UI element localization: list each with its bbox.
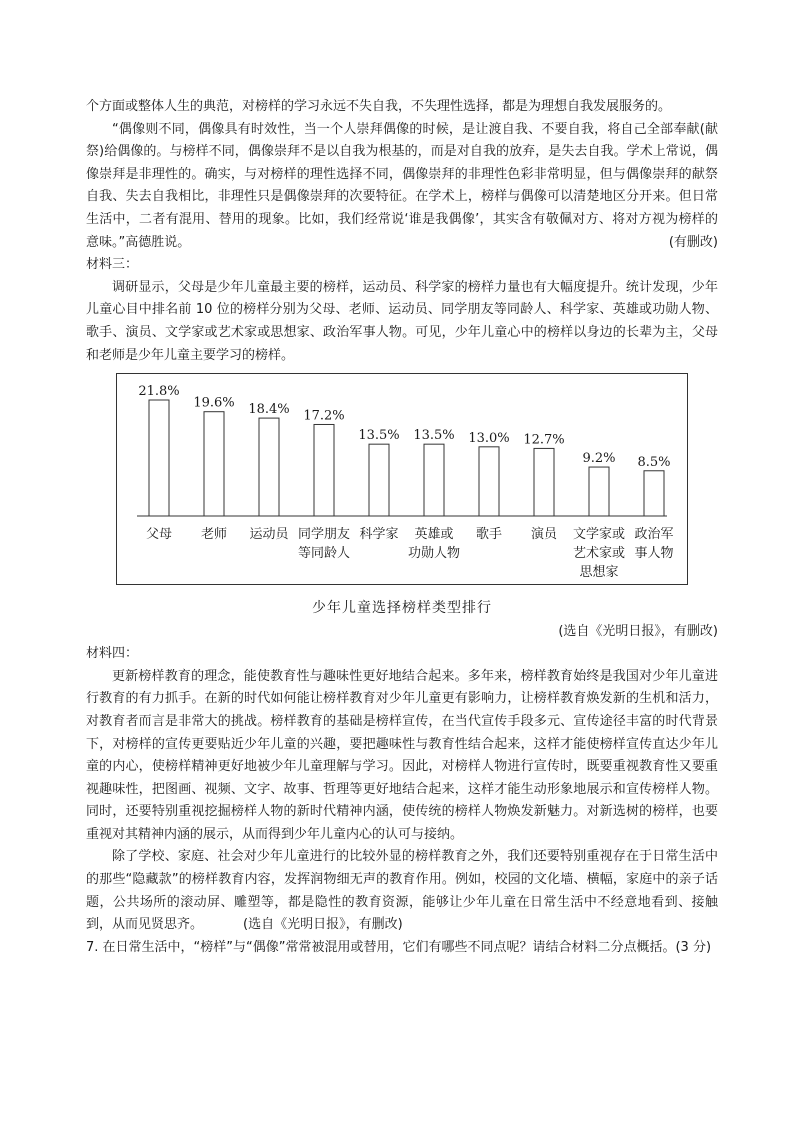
material-three-label: 材料三：	[86, 257, 139, 273]
category-label-4-0: 科学家	[359, 527, 399, 543]
material-three-text: 调研显示，父母是少年儿童最主要的榜样，运动员、科学家的榜样力量也有大幅度提升。统计发现，少年儿童心目中排名前 10 位的榜样分别为父母、老师、运动员、同学朋友等同龄人、科学家、英雄或功勋人物、歌手、演员、文学家或艺术家或思想家、政治军事人物。可见，少年儿童心中的榜样以身边的长辈为主，父母和老师是少年儿童主要学习的榜样。	[86, 279, 718, 363]
document-page	[86, 96, 718, 959]
bar-value-label-0: 21.8%	[138, 384, 180, 400]
material-four-source: (选自《光明日报》，有删改)	[243, 917, 403, 933]
bar-chart-svg	[117, 374, 687, 584]
chart-source: (选自《光明日报》，有删改)	[558, 624, 718, 640]
category-label-8-2: 思想家	[579, 565, 619, 581]
category-label-5-1: 功勋人物	[407, 546, 461, 562]
bar-value-label-4: 13.5%	[358, 428, 400, 444]
bar-value-label-3: 17.2%	[303, 408, 345, 424]
bar-9	[644, 471, 664, 516]
bar-3	[314, 425, 334, 517]
bar-value-label-5: 13.5%	[413, 428, 455, 444]
bar-7	[534, 449, 554, 517]
category-label-9-1: 事人物	[634, 546, 674, 562]
bar-8	[589, 467, 609, 516]
category-label-1-0: 老师	[200, 527, 228, 543]
category-label-0-0: 父母	[145, 527, 173, 543]
note-abridged: (有删改)	[668, 234, 718, 250]
bar-value-label-7: 12.7%	[523, 432, 565, 448]
category-label-8-0: 文学家或	[572, 527, 626, 543]
category-label-3-1: 等同龄人	[297, 546, 351, 562]
bar-value-label-2: 18.4%	[248, 402, 290, 418]
category-label-2-0: 运动员	[249, 527, 289, 543]
material-four-label: 材料四：	[86, 646, 139, 662]
idol-quote-text: “偶像则不同，偶像具有时效性，当一个人崇拜偶像的时候，是让渡自我、不要自我，将自己全部奉献(献祭)给偶像的。与榜样不同，偶像崇拜不是以自我为根基的，而是对自我的放弃，是失去自我。学术上常说，偶像崇拜是非理性的。确实，与对榜样的理性选择不同，偶像崇拜的非理性色彩非常明显，但与偶像崇拜的献祭自我、失去自我相比，非理性只是偶像崇拜的次要特征。在学术上，榜样与偶像可以清楚地区分开来。但日常生活中，二者有混用、替用的现象。比如，我们经常说‘谁是我偶像’，其实含有敬佩对方、将对方视为榜样的意味。”高德胜说。	[86, 121, 718, 250]
category-label-9-0: 政治军	[634, 527, 674, 543]
material-four-paragraph-1: 更新榜样教育的理念，能使教育性与趣味性更好地结合起来。多年来，榜样教育始终是我国对少年儿童进行教育的有力抓手。在新的时代如何能让榜样教育对少年儿童更有影响力，让榜样教育焕发新的生机和活力，对教育者而言是非常大的挑战。榜样教育的基础是榜样宣传，在当代宣传手段多元、宣传途径丰富的时代背景下，对榜样的宣传更要贴近少年儿童的兴趣，要把趣味性与教育性结合起来，这样才能使榜样宣传直达少年儿童的内心，使榜样精神更好地被少年儿童理解与学习。因此，对榜样人物进行宣传时，既要重视教育性又要重视趣味性，把图画、视频、文字、故事、哲理等更好地结合起来，这样才能生动形象地展示和宣传榜样人物。同时，还要特别重视挖掘榜样人物的新时代精神内涵，使传统的榜样人物焕发新魅力。对新选树的榜样，也要重视对其精神内涵的展示，从而得到少年儿童内心的认可与接纳。	[86, 668, 718, 842]
bar-5	[424, 444, 444, 516]
category-label-3-0: 同学朋友	[297, 527, 351, 543]
material-four-paragraph-2	[86, 846, 718, 936]
category-label-7-0: 演员	[530, 527, 558, 543]
bar-2	[259, 418, 279, 516]
bar-value-label-9: 8.5%	[637, 454, 671, 470]
paragraph-continuation: 个方面或整体人生的典范，对榜样的学习永远不失自我，不失理性选择，都是为理想自我发展服务的。	[86, 99, 672, 114]
bar-4	[369, 444, 389, 516]
paragraph-idol-quote	[86, 119, 718, 255]
bar-value-label-6: 13.0%	[468, 430, 510, 446]
category-label-8-1: 艺术家或	[572, 546, 626, 562]
bar-value-label-8: 9.2%	[582, 451, 616, 467]
bar-0	[149, 400, 169, 516]
bar-value-label-1: 19.6%	[193, 395, 235, 411]
bar-6	[479, 447, 499, 516]
question-7: 7. 在日常生活中，“榜样”与“偶像”常常被混用或替用，它们有哪些不同点呢？请结合材料二分点概括。(3 分)	[86, 939, 712, 955]
category-label-5-0: 英雄或	[414, 527, 454, 543]
bar-chart	[116, 373, 688, 585]
category-label-6-0: 歌手	[475, 527, 503, 543]
material-four-paragraph-2-text: 除了学校、家庭、社会对少年儿童进行的比较外显的榜样教育之外，我们还要特别重视存在于日常生活中的那些“隐藏款”的榜样教育内容，发挥润物细无声的教育作用。例如，校园的文化墙、横幅，家庭中的亲子话题，公共场所的滚动屏、雕塑等，都是隐性的教育资源，能够让少年儿童在日常生活中不经意地看到、接触到，从而见贤思齐。	[86, 849, 718, 933]
bar-1	[204, 412, 224, 516]
chart-title: 少年儿童选择榜样类型排行	[312, 600, 492, 617]
